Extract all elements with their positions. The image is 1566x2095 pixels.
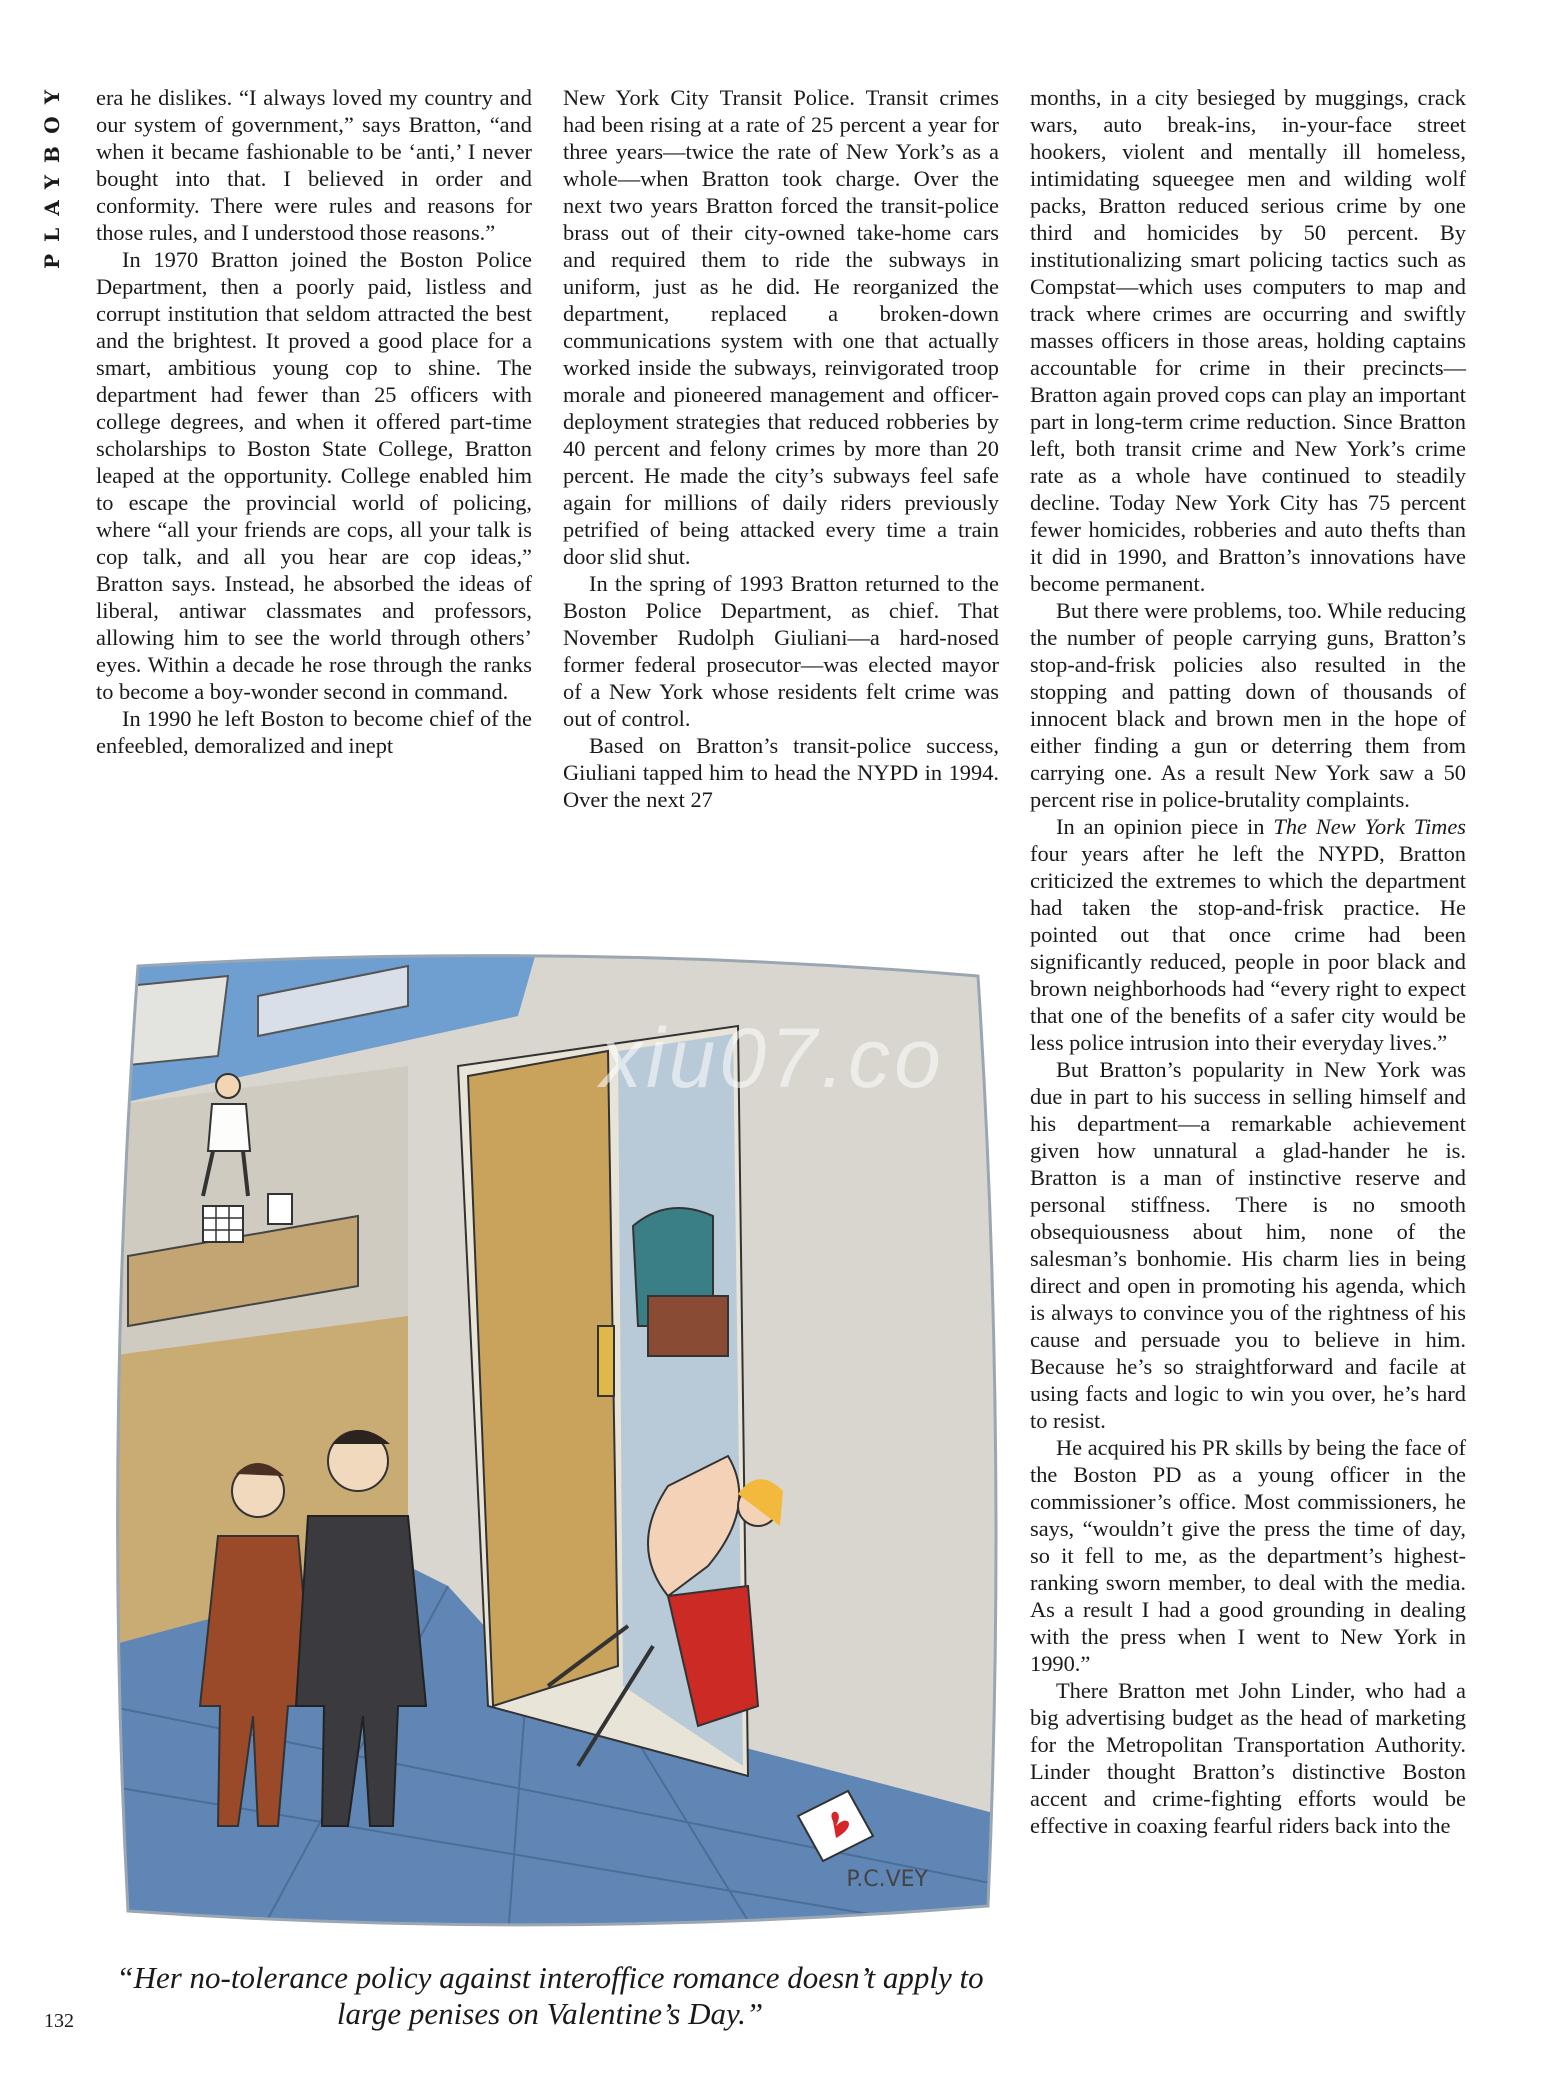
paragraph: In the spring of 1993 Bratton returned to the Boston Police Department, as chief. That November Rudolph Giuliani—a hard-nosed former federal prosecutor—was elected mayor of a New York whose residents felt crime was out of control. (563, 571, 999, 731)
paragraph: New York City Transit Police. Transit crimes had been rising at a rate of 25 percent a year for three years—twice the rate of New York’s as a whole—when Bratton took charge. Over the next two years Bratton forced the transit-police brass out of their city-owned take-home cars and required them to ride the subways in uniform, just as he did. He reorganized the department, replaced a broken-down communications system with one that actually worked inside the subways, reinvigorated troop morale and pioneered management and officer-deployment strategies that reduced robberies by 40 percent and felony crimes by more than 20 percent. He made the city’s subways feel safe again for millions of daily riders previously petrified of being attacked every time a train door slid shut. (563, 85, 999, 569)
text-column-1 (96, 84, 532, 759)
paragraph (1030, 813, 1466, 1056)
paragraph: There Bratton met John Linder, who had a big advertising budget as the head of marketing for the Metropolitan Transportation Authority. Linder thought Bratton’s distinctive Boston accent and crime-fighting efforts would be effective in coaxing fearful riders back into the (1030, 1678, 1466, 1838)
paragraph: In 1970 Bratton joined the Boston Police Department, then a poorly paid, listless and corrupt institution that seldom attracted the best and the brightest. It proved a good place for a smart, ambitious young cop to shine. The department had fewer than 25 officers with college degrees, and when it offered part-time scholarships to Boston State College, Bratton leaped at the opportunity. College enabled him to escape the provincial world of policing, where “all your friends are cops, all your talk is cop talk, and all you hear are cop ideas,” Bratton says. Instead, he absorbed the ideas of liberal, antiwar classmates and professors, allowing him to see the world through others’ eyes. Within a decade he rose through the ranks to become a boy-wonder second in command. (96, 247, 532, 704)
paragraph: In 1990 he left Boston to become chief of the enfeebled, demoralized and inept (96, 706, 532, 758)
paragraph: months, in a city besieged by muggings, crack wars, auto break-ins, in-your-face street hookers, violent and mentally ill homeless, intimidating squeegee men and wilding wolf packs, Bratton reduced serious crime by one third and homicides by 50 percent. By institutionalizing smart policing tactics such as Compstat—which uses computers to map and track where crimes are occurring and swiftly masses officers in those areas, holding captains accountable for crime in their precincts—Bratton again proved cops can play an important part in long-term crime reduction. Since Bratton left, both transit crime and New York’s crime rate as a whole have continued to steadily decline. Today New York City has 75 percent fewer homicides, robberies and auto thefts than it did in 1990, and Bratton’s innovations have become permanent. (1030, 85, 1466, 596)
paragraph-text: In an opinion piece in (1056, 814, 1274, 839)
paragraph: But Bratton’s popularity in New York was due in part to his success in selling himself and his department—a remarkable achievement given how unnatural a glad-hander he is. Bratton is a man of instinctive reserve and personal stiffness. There is no smooth obsequiousness about him, none of the salesman’s bonhomie. His charm lies in being direct and open in promoting his agenda, which is always to convince you of the rightness of his cause and persuade you to believe in him. Because he’s so straightforward and facile at using facts and logic to win you over, he’s hard to resist. (1030, 1057, 1466, 1433)
cartoon-caption: “Her no-tolerance policy against interoffice romance doesn’t apply to large penises on Valentine’s Day.” (116, 1960, 984, 2031)
paragraph: He acquired his PR skills by being the face of the Boston PD as a young officer in the commissioner’s office. Most commissioners, he says, “wouldn’t give the press the time of day, so it fell to me, as the department’s highest-ranking sworn member, to deal with the media. As a result I had a good grounding in dealing with the press when I went to New York in 1990.” (1030, 1435, 1466, 1676)
page-number: 132 (44, 2010, 74, 2032)
watermark: xiu07.co (600, 1011, 945, 1105)
artist-signature: P.C.VEY (846, 1867, 928, 1892)
paragraph: Based on Bratton’s transit-police success, Giuliani tapped him to head the NYPD in 1994. Over the next 27 (563, 733, 999, 812)
magazine-logo: PLAYBOY (40, 78, 64, 269)
text-column-2 (563, 84, 999, 813)
paragraph: era he dislikes. “I always loved my country and our system of government,” says Bratton, “and when it became fashionable to be ‘anti,’ I never bought into that. I believed in order and conformity. There were rules and reasons for those rules, and I understood those reasons.” (96, 85, 532, 245)
paragraph: But there were problems, too. While reducing the number of people carrying guns, Bratton’s stop-and-frisk policies also resulted in the stopping and patting down of thousands of innocent black and brown men in the hope of either finding a gun or deterring them from carrying one. As a result New York saw a 50 percent rise in police-brutality complaints. (1030, 598, 1466, 812)
text-column-3 (1030, 84, 1466, 1839)
publication-title: The New York Times (1273, 814, 1466, 839)
paragraph-text: four years after he left the NYPD, Bratton criticized the extremes to which the department had taken the stop-and-frisk practice. He pointed out that once crime had been significantly reduced, people in poor black and brown neighborhoods had “every right to expect that one of the benefits of a safer city would be less police intrusion into their everyday lives.” (1030, 841, 1466, 1055)
door (468, 1051, 618, 1706)
